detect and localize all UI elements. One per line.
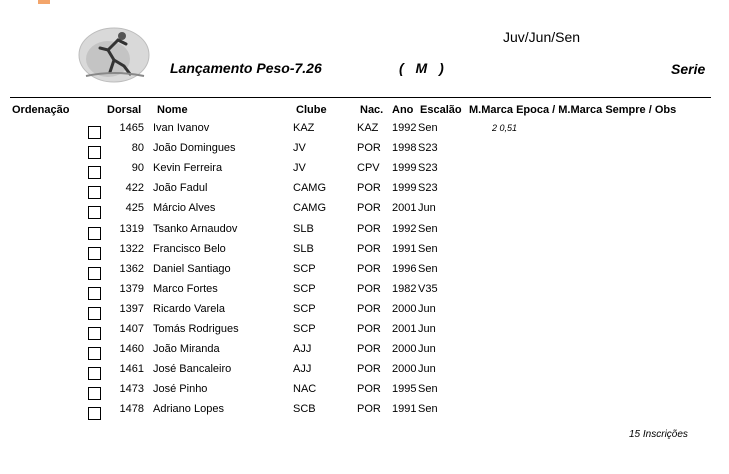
name-cell: Ivan Ivanov: [153, 122, 210, 134]
age-group-cell: Jun: [418, 202, 436, 215]
age-group-cell: S23: [418, 182, 438, 195]
nationality-cell: POR: [357, 222, 381, 235]
year-cell: 2000: [392, 343, 417, 356]
col-ordenacao: Ordenação: [12, 104, 70, 116]
club-cell: AJJ: [293, 343, 312, 356]
name-cell: João Domingues: [153, 142, 236, 155]
club-cell: SCP: [293, 302, 316, 315]
year-cell: 1992: [392, 222, 417, 235]
row-checkbox[interactable]: [88, 247, 101, 260]
table-row: [0, 323, 729, 343]
dorsal-cell: 422: [125, 182, 144, 195]
nationality-cell: POR: [357, 363, 381, 376]
inscricoes-count: 15 Inscrições: [629, 429, 688, 440]
year-cell: 1992: [392, 122, 417, 134]
name-cell: Francisco Belo: [153, 242, 226, 255]
row-checkbox[interactable]: [88, 307, 101, 320]
header-divider: [10, 97, 711, 98]
year-cell: 2001: [392, 323, 417, 335]
club-cell: JV: [293, 142, 306, 155]
club-cell: CAMG: [293, 182, 326, 195]
nationality-cell: POR: [357, 182, 381, 195]
table-row: [0, 142, 729, 162]
nationality-cell: KAZ: [357, 122, 379, 134]
name-cell: Kevin Ferreira: [153, 162, 223, 175]
dorsal-cell: 1379: [119, 282, 144, 295]
table-row: [0, 243, 729, 263]
row-checkbox[interactable]: [88, 227, 101, 240]
year-cell: 2000: [392, 363, 417, 376]
row-checkbox[interactable]: [88, 347, 101, 360]
event-title: Lançamento Peso-7.26: [170, 60, 322, 76]
club-cell: JV: [293, 162, 306, 175]
year-cell: 2000: [392, 302, 417, 315]
col-ano: Ano: [392, 104, 414, 116]
dorsal-cell: 80: [131, 142, 144, 155]
age-group-cell: Jun: [418, 302, 436, 315]
age-group-cell: Sen: [418, 383, 438, 396]
nationality-cell: POR: [357, 323, 381, 335]
table-row: [0, 283, 729, 303]
dorsal-cell: 1397: [119, 302, 144, 315]
dorsal-cell: 1460: [119, 343, 144, 356]
row-checkbox[interactable]: [88, 387, 101, 400]
year-cell: 2001: [392, 202, 417, 215]
row-checkbox[interactable]: [88, 267, 101, 280]
nationality-cell: POR: [357, 242, 381, 255]
dorsal-cell: 425: [125, 202, 144, 215]
col-escalao: Escalão: [420, 104, 462, 116]
year-cell: 1991: [392, 403, 417, 416]
table-row: [0, 263, 729, 283]
table-row: [0, 182, 729, 202]
club-cell: SCB: [293, 403, 316, 416]
table-row: [0, 363, 729, 383]
dorsal-cell: 1465: [119, 122, 144, 134]
table-row: [0, 303, 729, 323]
table-row: [0, 403, 729, 423]
row-checkbox[interactable]: [88, 206, 101, 219]
age-group-cell: S23: [418, 162, 438, 175]
name-cell: Adriano Lopes: [153, 403, 224, 416]
age-group-cell: S23: [418, 142, 438, 155]
age-group-cell: Sen: [418, 242, 438, 255]
row-checkbox[interactable]: [88, 327, 101, 340]
row-checkbox[interactable]: [88, 126, 101, 139]
col-marks: M.Marca Epoca / M.Marca Sempre / Obs: [469, 104, 677, 116]
table-row: [0, 122, 729, 142]
name-cell: Márcio Alves: [153, 202, 216, 215]
table-row: [0, 223, 729, 243]
name-cell: João Miranda: [153, 343, 220, 356]
table-row: [0, 162, 729, 182]
year-cell: 1996: [392, 262, 417, 275]
nationality-cell: POR: [357, 142, 381, 155]
club-cell: KAZ: [293, 122, 315, 134]
row-checkbox[interactable]: [88, 186, 101, 199]
year-cell: 1991: [392, 242, 417, 255]
name-cell: Tsanko Arnaudov: [153, 222, 238, 235]
gender-label: ( M ): [399, 60, 444, 76]
name-cell: José Pinho: [153, 383, 208, 396]
nationality-cell: POR: [357, 262, 381, 275]
dorsal-cell: 1473: [119, 383, 144, 396]
row-checkbox[interactable]: [88, 166, 101, 179]
year-cell: 1982: [392, 282, 417, 295]
dorsal-cell: 1362: [119, 262, 144, 275]
club-cell: NAC: [293, 383, 317, 396]
age-group-cell: Sen: [418, 122, 438, 134]
row-checkbox[interactable]: [88, 146, 101, 159]
club-cell: SLB: [293, 242, 314, 255]
nationality-cell: POR: [357, 383, 381, 396]
name-cell: João Fadul: [153, 182, 208, 195]
age-group-cell: V35: [418, 282, 438, 295]
col-nome: Nome: [157, 104, 188, 116]
top-edge-mark: [38, 0, 50, 4]
category-label: Juv/Jun/Sen: [503, 29, 581, 45]
table-row: [0, 383, 729, 403]
table-row: [0, 202, 729, 222]
mark-cell: 2 0,51: [492, 123, 518, 133]
year-cell: 1998: [392, 142, 417, 155]
nationality-cell: POR: [357, 282, 381, 295]
name-cell: Daniel Santiago: [153, 262, 231, 275]
club-cell: SCP: [293, 262, 316, 275]
age-group-cell: Jun: [418, 363, 436, 376]
dorsal-cell: 1322: [119, 242, 144, 255]
dorsal-cell: 1407: [119, 323, 144, 335]
nationality-cell: POR: [357, 403, 381, 416]
name-cell: José Bancaleiro: [153, 363, 232, 376]
age-group-cell: Sen: [418, 262, 438, 275]
serie-label: Serie: [671, 61, 706, 77]
col-clube: Clube: [296, 104, 327, 116]
year-cell: 1999: [392, 182, 417, 195]
age-group-cell: Sen: [418, 222, 438, 235]
age-group-cell: Jun: [418, 323, 436, 335]
name-cell: Marco Fortes: [153, 282, 218, 295]
nationality-cell: POR: [357, 302, 381, 315]
row-checkbox[interactable]: [88, 367, 101, 380]
club-cell: SCP: [293, 282, 316, 295]
year-cell: 1999: [392, 162, 417, 175]
nationality-cell: POR: [357, 343, 381, 356]
age-group-cell: Jun: [418, 343, 436, 356]
col-nac: Nac.: [360, 104, 384, 116]
name-cell: Ricardo Varela: [153, 302, 225, 315]
col-dorsal: Dorsal: [107, 104, 142, 116]
year-cell: 1995: [392, 383, 417, 396]
club-cell: CAMG: [293, 202, 326, 215]
club-cell: SLB: [293, 222, 314, 235]
row-checkbox[interactable]: [88, 407, 101, 420]
age-group-cell: Sen: [418, 403, 438, 416]
club-cell: SCP: [293, 323, 316, 335]
club-cell: AJJ: [293, 363, 312, 376]
name-cell: Tomás Rodrigues: [153, 323, 239, 335]
table-row: [0, 343, 729, 363]
nationality-cell: CPV: [357, 162, 380, 175]
row-checkbox[interactable]: [88, 287, 101, 300]
dorsal-cell: 1461: [119, 363, 144, 376]
dorsal-cell: 90: [131, 162, 144, 175]
dorsal-cell: 1319: [119, 222, 144, 235]
shot-put-logo: [78, 26, 150, 84]
dorsal-cell: 1478: [119, 403, 144, 416]
nationality-cell: POR: [357, 202, 381, 215]
